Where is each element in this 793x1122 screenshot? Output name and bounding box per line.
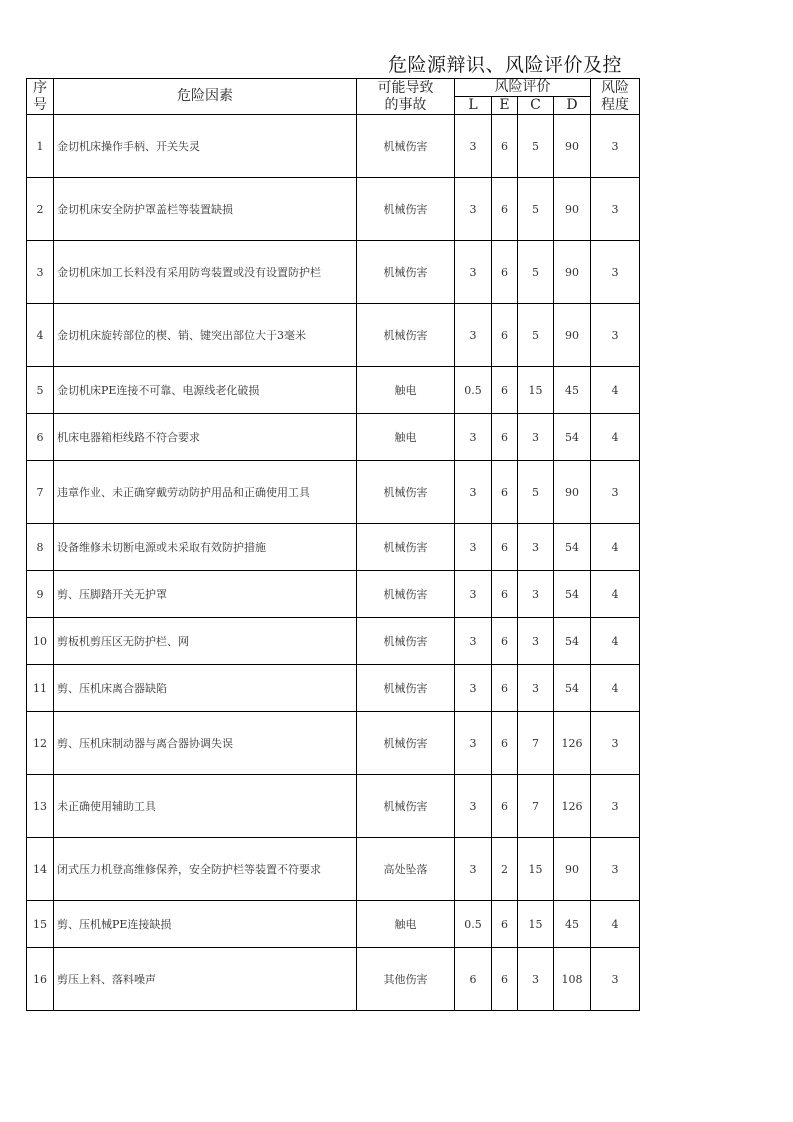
cell-L: 3 <box>455 665 492 712</box>
cell-D: 90 <box>554 461 591 524</box>
header-L: L <box>455 97 492 115</box>
cell-index: 1 <box>27 115 54 178</box>
cell-C: 15 <box>518 901 554 948</box>
cell-C: 15 <box>518 838 554 901</box>
cell-index: 16 <box>27 948 54 1011</box>
cell-factor: 金切机床PE连接不可靠、电源线老化破损 <box>54 367 357 414</box>
header-C: C <box>518 97 554 115</box>
cell-accident: 机械伤害 <box>357 115 455 178</box>
cell-factor: 闭式压力机登高维修保养，安全防护栏等装置不符要求 <box>54 838 357 901</box>
cell-index: 13 <box>27 775 54 838</box>
cell-L: 3 <box>455 618 492 665</box>
cell-L: 3 <box>455 304 492 367</box>
cell-L: 3 <box>455 838 492 901</box>
cell-L: 6 <box>455 948 492 1011</box>
cell-accident: 机械伤害 <box>357 241 455 304</box>
cell-level: 3 <box>591 948 640 1011</box>
table-row <box>27 304 640 367</box>
cell-L: 3 <box>455 241 492 304</box>
cell-factor: 金切机床旋转部位的楔、销、键突出部位大于3毫米 <box>54 304 357 367</box>
cell-D: 54 <box>554 571 591 618</box>
table-row <box>27 115 640 178</box>
cell-accident: 机械伤害 <box>357 618 455 665</box>
table-header <box>27 79 640 115</box>
table-row <box>27 665 640 712</box>
cell-E: 6 <box>492 461 518 524</box>
table-row <box>27 618 640 665</box>
cell-accident: 机械伤害 <box>357 304 455 367</box>
cell-index: 6 <box>27 414 54 461</box>
cell-factor: 金切机床加工长料没有采用防弯装置或没有设置防护栏 <box>54 241 357 304</box>
cell-C: 7 <box>518 712 554 775</box>
cell-C: 3 <box>518 524 554 571</box>
cell-level: 3 <box>591 775 640 838</box>
cell-L: 3 <box>455 524 492 571</box>
cell-index: 12 <box>27 712 54 775</box>
cell-index: 9 <box>27 571 54 618</box>
cell-index: 8 <box>27 524 54 571</box>
cell-E: 6 <box>492 618 518 665</box>
cell-level: 3 <box>591 178 640 241</box>
cell-level: 4 <box>591 524 640 571</box>
table-row <box>27 524 640 571</box>
cell-factor: 剪、压脚踏开关无护罩 <box>54 571 357 618</box>
cell-C: 3 <box>518 571 554 618</box>
cell-D: 90 <box>554 115 591 178</box>
table-body <box>27 115 640 1011</box>
cell-factor: 设备维修未切断电源或未采取有效防护措施 <box>54 524 357 571</box>
cell-factor: 剪、压机械PE连接缺损 <box>54 901 357 948</box>
cell-D: 45 <box>554 901 591 948</box>
cell-L: 3 <box>455 178 492 241</box>
cell-accident: 触电 <box>357 367 455 414</box>
cell-level: 4 <box>591 367 640 414</box>
cell-factor: 剪压上料、落料噪声 <box>54 948 357 1011</box>
cell-factor: 违章作业、未正确穿戴劳动防护用品和正确使用工具 <box>54 461 357 524</box>
cell-level: 3 <box>591 838 640 901</box>
cell-level: 4 <box>591 665 640 712</box>
cell-C: 3 <box>518 948 554 1011</box>
cell-index: 10 <box>27 618 54 665</box>
cell-D: 54 <box>554 665 591 712</box>
document-title: 危险源辩识、风险评价及控 <box>388 54 623 76</box>
cell-E: 6 <box>492 524 518 571</box>
cell-E: 6 <box>492 901 518 948</box>
table-row <box>27 414 640 461</box>
cell-E: 6 <box>492 712 518 775</box>
cell-level: 4 <box>591 414 640 461</box>
cell-C: 15 <box>518 367 554 414</box>
cell-C: 5 <box>518 241 554 304</box>
cell-D: 126 <box>554 775 591 838</box>
table-row <box>27 838 640 901</box>
table-row <box>27 178 640 241</box>
cell-D: 126 <box>554 712 591 775</box>
cell-L: 3 <box>455 115 492 178</box>
cell-E: 6 <box>492 304 518 367</box>
cell-E: 6 <box>492 775 518 838</box>
cell-C: 5 <box>518 115 554 178</box>
cell-accident: 触电 <box>357 414 455 461</box>
cell-C: 3 <box>518 618 554 665</box>
cell-factor: 金切机床操作手柄、开关失灵 <box>54 115 357 178</box>
cell-level: 3 <box>591 241 640 304</box>
cell-index: 5 <box>27 367 54 414</box>
cell-factor: 金切机床安全防护罩盖栏等装置缺损 <box>54 178 357 241</box>
cell-E: 6 <box>492 115 518 178</box>
cell-index: 3 <box>27 241 54 304</box>
table-row <box>27 712 640 775</box>
cell-E: 6 <box>492 665 518 712</box>
cell-accident: 其他伤害 <box>357 948 455 1011</box>
cell-L: 3 <box>455 712 492 775</box>
header-E: E <box>492 97 518 115</box>
header-D: D <box>554 97 591 115</box>
cell-accident: 高处坠落 <box>357 838 455 901</box>
cell-level: 3 <box>591 304 640 367</box>
cell-E: 6 <box>492 948 518 1011</box>
cell-level: 3 <box>591 461 640 524</box>
cell-D: 54 <box>554 618 591 665</box>
cell-C: 5 <box>518 304 554 367</box>
cell-index: 14 <box>27 838 54 901</box>
table-row <box>27 571 640 618</box>
cell-L: 0.5 <box>455 367 492 414</box>
cell-C: 3 <box>518 414 554 461</box>
cell-E: 6 <box>492 241 518 304</box>
table-row <box>27 461 640 524</box>
cell-factor: 未正确使用辅助工具 <box>54 775 357 838</box>
header-evaluation: 风险评价 <box>455 79 591 97</box>
cell-C: 3 <box>518 665 554 712</box>
cell-D: 54 <box>554 414 591 461</box>
cell-level: 4 <box>591 618 640 665</box>
cell-accident: 机械伤害 <box>357 712 455 775</box>
table-row <box>27 775 640 838</box>
cell-accident: 机械伤害 <box>357 461 455 524</box>
cell-L: 3 <box>455 571 492 618</box>
table-row <box>27 367 640 414</box>
cell-D: 90 <box>554 241 591 304</box>
cell-level: 4 <box>591 901 640 948</box>
cell-L: 3 <box>455 461 492 524</box>
header-index: 序 号 <box>27 79 54 115</box>
cell-index: 15 <box>27 901 54 948</box>
cell-E: 2 <box>492 838 518 901</box>
table-row <box>27 901 640 948</box>
cell-index: 2 <box>27 178 54 241</box>
cell-D: 108 <box>554 948 591 1011</box>
cell-accident: 机械伤害 <box>357 524 455 571</box>
cell-level: 4 <box>591 571 640 618</box>
header-level: 风险 程度 <box>591 79 640 115</box>
cell-C: 5 <box>518 461 554 524</box>
risk-assessment-table <box>26 78 640 1011</box>
cell-E: 6 <box>492 414 518 461</box>
header-factor: 危险因素 <box>54 79 357 115</box>
cell-level: 3 <box>591 115 640 178</box>
cell-D: 90 <box>554 304 591 367</box>
cell-C: 7 <box>518 775 554 838</box>
cell-L: 0.5 <box>455 901 492 948</box>
table-row <box>27 948 640 1011</box>
cell-level: 3 <box>591 712 640 775</box>
cell-D: 90 <box>554 178 591 241</box>
cell-E: 6 <box>492 367 518 414</box>
cell-D: 45 <box>554 367 591 414</box>
table-row <box>27 241 640 304</box>
cell-factor: 剪、压机床离合器缺陷 <box>54 665 357 712</box>
cell-index: 11 <box>27 665 54 712</box>
cell-index: 4 <box>27 304 54 367</box>
cell-factor: 剪、压机床制动器与离合器协调失误 <box>54 712 357 775</box>
cell-D: 90 <box>554 838 591 901</box>
cell-index: 7 <box>27 461 54 524</box>
cell-L: 3 <box>455 775 492 838</box>
cell-E: 6 <box>492 178 518 241</box>
cell-E: 6 <box>492 571 518 618</box>
cell-factor: 机床电器箱柜线路不符合要求 <box>54 414 357 461</box>
cell-accident: 机械伤害 <box>357 178 455 241</box>
cell-factor: 剪板机剪压区无防护栏、网 <box>54 618 357 665</box>
cell-C: 5 <box>518 178 554 241</box>
cell-L: 3 <box>455 414 492 461</box>
cell-accident: 机械伤害 <box>357 571 455 618</box>
cell-accident: 机械伤害 <box>357 665 455 712</box>
header-accident: 可能导致 的事故 <box>357 79 455 115</box>
cell-D: 54 <box>554 524 591 571</box>
cell-accident: 机械伤害 <box>357 775 455 838</box>
cell-accident: 触电 <box>357 901 455 948</box>
